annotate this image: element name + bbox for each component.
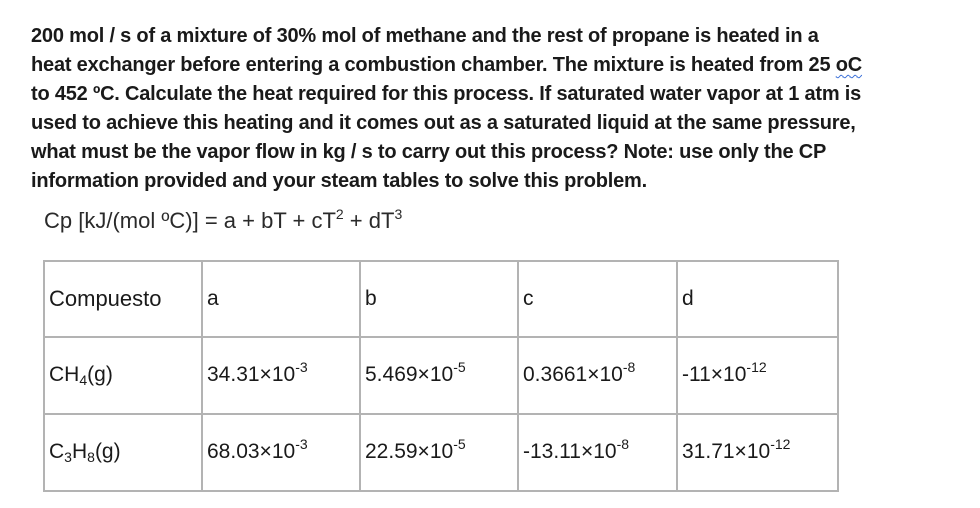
formula-exp-c: 2: [335, 206, 344, 222]
header-b: b: [360, 261, 518, 337]
cp-coefficients-table: [43, 260, 839, 492]
problem-statement: [31, 22, 946, 196]
cp-formula: [44, 208, 402, 234]
problem-line-2-text: heat exchanger before entering a combustion chamber. The mixture is heated from 25: [31, 54, 836, 76]
header-compuesto: Compuesto: [44, 261, 202, 337]
table-row-propane: [44, 414, 838, 491]
formula-exp-d: 3: [394, 206, 403, 222]
problem-line-4: used to achieve this heating and it comes out as a saturated liquid at the same pressure,: [31, 112, 856, 134]
problem-line-5: what must be the vapor flow in kg / s to carry out this process? Note: use only the CP: [31, 141, 827, 163]
problem-line-2: [31, 51, 946, 80]
coef-c-cell: $-13.11\times 10^{-8}$: [518, 414, 677, 491]
problem-line-1: 200 mol / s of a mixture of 30% mol of methane and the rest of propane is heated in a: [31, 25, 819, 47]
formula-lhs: Cp [kJ/(mol ºC)] = a + bT + cT: [44, 208, 336, 233]
coef-b-cell: $22.59\times 10^{-5}$: [360, 414, 518, 491]
header-c: c: [518, 261, 677, 337]
table-header-row: [44, 261, 838, 337]
coef-a-cell: $68.03\times 10^{-3}$: [202, 414, 360, 491]
spellcheck-unit: oC: [835, 54, 863, 76]
header-a: a: [202, 261, 360, 337]
header-d: d: [677, 261, 838, 337]
problem-line-3: to 452 ºC. Calculate the heat required for this process. If saturated water vapor at 1 atm is: [31, 83, 862, 105]
coef-a-cell: $34.31\times 10^{-3}$: [202, 337, 360, 414]
compound-cell: $CH_4(g)$: [44, 337, 202, 414]
compound-cell: $C_3H_8(g)$: [44, 414, 202, 491]
problem-line-6: information provided and your steam tables to solve this problem.: [31, 170, 647, 192]
coef-d-cell: $-11\times 10^{-12}$: [677, 337, 838, 414]
formula-mid: + dT: [343, 208, 395, 233]
table-row-methane: [44, 337, 838, 414]
coef-b-cell: $5.469\times 10^{-5}$: [360, 337, 518, 414]
coef-c-cell: $0.3661\times 10^{-8}$: [518, 337, 677, 414]
coef-d-cell: $31.71\times 10^{-12}$: [677, 414, 838, 491]
